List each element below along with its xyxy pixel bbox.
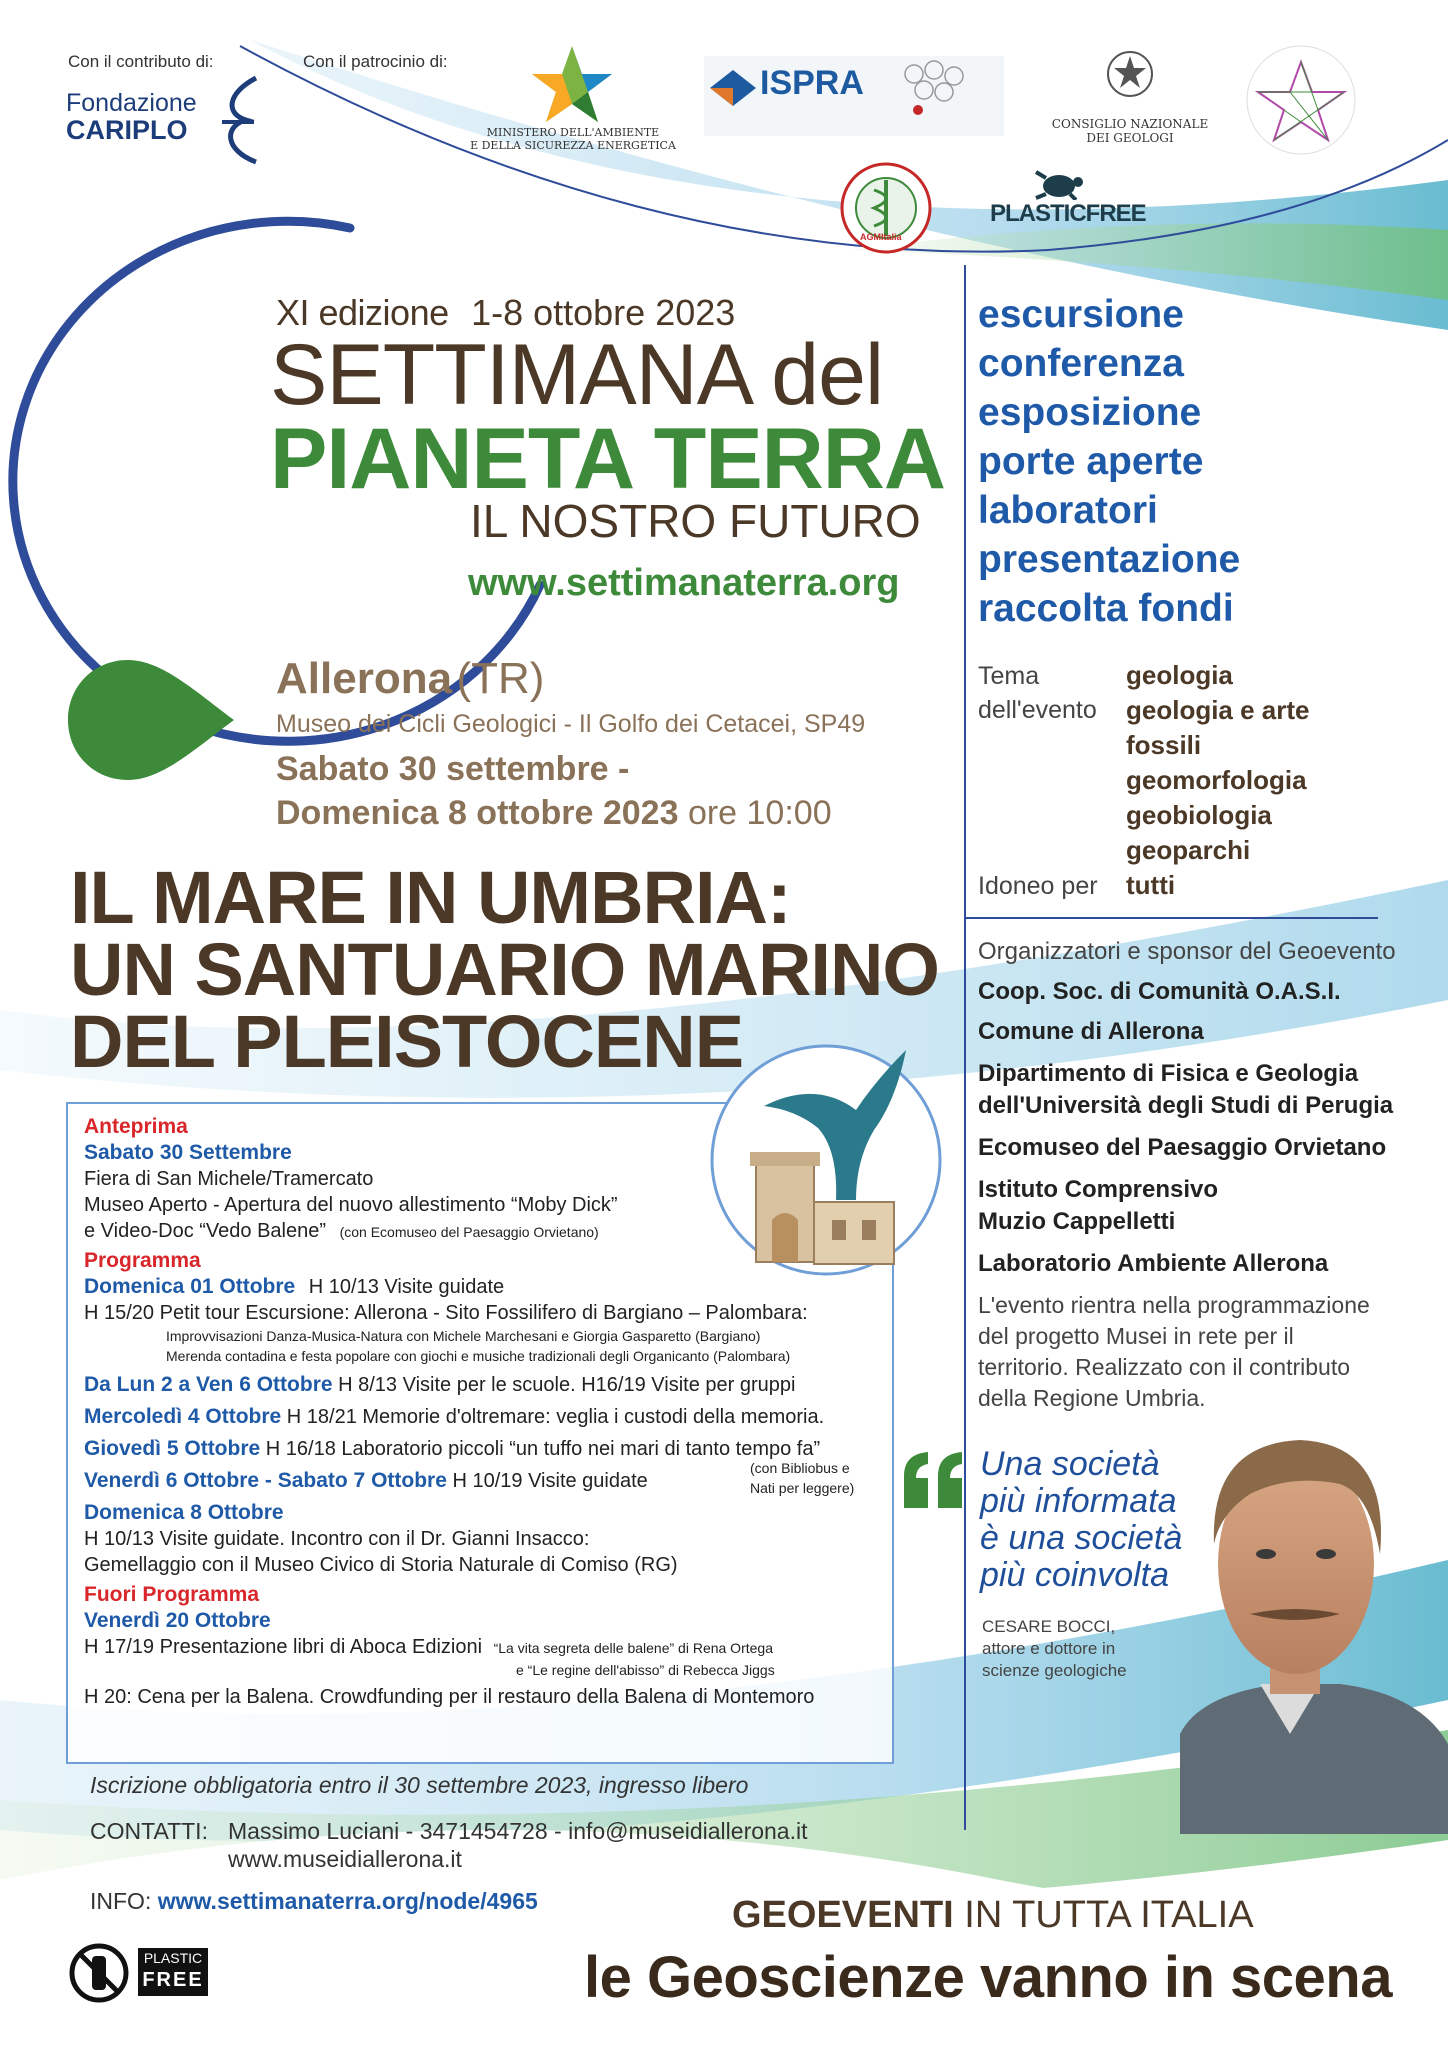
geoeventi-rest: IN TUTTA ITALIA bbox=[964, 1894, 1254, 1936]
organizer-item: Muzio Cappelletti bbox=[978, 1208, 1176, 1235]
plasticfree-name: PLASTICFREE bbox=[990, 200, 1146, 227]
edition: XI edizione bbox=[276, 292, 449, 333]
agm-italia-logo bbox=[838, 160, 934, 256]
portrait-photo bbox=[1140, 1404, 1448, 1834]
agm-name: AGMItalia bbox=[860, 232, 902, 242]
tema-value: geoparchi bbox=[1126, 835, 1251, 865]
rientra-line: della Regione Umbria. bbox=[978, 1385, 1206, 1411]
program-content bbox=[84, 1114, 884, 1710]
location-pin-icon bbox=[66, 658, 236, 782]
program-text: H 10/13 Visite guidate bbox=[308, 1276, 505, 1298]
cariplo-line2: CARIPLO bbox=[66, 115, 188, 145]
program-text-line bbox=[84, 1218, 884, 1244]
emblem-icon bbox=[1106, 48, 1154, 114]
activities-list bbox=[978, 290, 1240, 633]
program-text: Museo Aperto - Apertura del nuovo allestimento “Moby Dick” bbox=[84, 1194, 618, 1216]
patrocinio-label: Con il patrocinio di: bbox=[303, 52, 448, 71]
tagline: le Geoscienze vanno in scena bbox=[584, 1945, 1392, 2010]
program-entry bbox=[84, 1460, 884, 1496]
ministero-line2: E DELLA SICUREZZA ENERGETICA bbox=[470, 139, 676, 152]
organizer-item: Comune di Allerona bbox=[978, 1018, 1204, 1045]
iscrizione-note: Iscrizione obbligatoria entro il 30 settembre 2023, ingresso libero bbox=[90, 1772, 749, 1798]
ministero-logo bbox=[468, 44, 678, 154]
program-text: H 10/13 Visite guidate. Incontro con il Dr. Gianni Insacco: bbox=[84, 1528, 590, 1550]
program-date: Mercoledì 4 Ottobre bbox=[84, 1405, 282, 1428]
ministero-line1: MINISTERO DELL'AMBIENTE bbox=[486, 126, 660, 139]
idoneo-label: Idoneo per bbox=[978, 872, 1098, 900]
contributo-label: Con il contributo di: bbox=[68, 52, 214, 71]
quote-line: più informata bbox=[980, 1482, 1177, 1520]
program-date: Giovedì 5 Ottobre bbox=[84, 1437, 261, 1460]
info-url-link[interactable]: www.settimanaterra.org/node/4965 bbox=[157, 1888, 538, 1914]
organizers-label: Organizzatori e sponsor del Geoevento bbox=[978, 938, 1396, 965]
activity-item: porte aperte bbox=[978, 440, 1204, 483]
program-text: H 18/21 Memorie d'oltremare: veglia i custodi della memoria. bbox=[286, 1406, 825, 1428]
program-date: Sabato 30 Settembre bbox=[84, 1141, 292, 1164]
activity-item: presentazione bbox=[978, 538, 1241, 581]
organizer-item: Ecomuseo del Paesaggio Orvietano bbox=[978, 1134, 1387, 1161]
cariplo-logo bbox=[66, 90, 266, 170]
cng-logo bbox=[1040, 48, 1220, 148]
plastic-free-badge bbox=[68, 1942, 218, 2004]
program-text: H 16/18 Laboratorio piccoli “un tuffo nei mari di tanto tempo fa” bbox=[265, 1438, 821, 1460]
program-note: “La vita segreta delle balene” di Rena Ortega bbox=[493, 1640, 773, 1656]
contatti-line1[interactable]: Massimo Luciani - 3471454728 - info@museidiallerona.it bbox=[228, 1818, 808, 1844]
program-note: (con Bibliobus e bbox=[750, 1460, 850, 1476]
plastic-badge-box bbox=[138, 1948, 208, 1996]
contatti-label: CONTATTI: bbox=[90, 1818, 208, 1844]
info-label: INFO: bbox=[90, 1888, 152, 1914]
program-date: Da Lun 2 a Ven 6 Ottobre bbox=[84, 1373, 333, 1396]
program-text: H 17/19 Presentazione libri di Aboca Edizioni bbox=[84, 1636, 483, 1658]
title-line1: SETTIMANA del bbox=[270, 327, 884, 423]
bellezza-costituzione-logo-icon bbox=[1236, 40, 1366, 160]
program-text: H 20: Cena per la Balena. Crowdfunding per il restauro della Balena di Montemoro bbox=[84, 1686, 815, 1708]
location-date1: Sabato 30 settembre - bbox=[276, 750, 630, 788]
quote-author bbox=[982, 1616, 1127, 1682]
tema-value: geologia bbox=[1126, 660, 1233, 690]
plastic-badge-line1: PLASTIC bbox=[143, 1950, 203, 1966]
ispra-mark-icon bbox=[708, 68, 758, 108]
program-entry bbox=[84, 1372, 884, 1398]
tema-value: geobiologia bbox=[1126, 800, 1272, 830]
organizer-item: Dipartimento di Fisica e Geologia bbox=[978, 1060, 1359, 1087]
program-date: Domenica 8 Ottobre bbox=[84, 1501, 284, 1524]
cariplo-line1: Fondazione bbox=[66, 89, 197, 117]
quote-author-line: scienze geologiche bbox=[982, 1661, 1127, 1680]
program-note: Improvvisazioni Danza-Musica-Natura con Michele Marchesani e Giorgia Gasparetto (Bargiano) bbox=[166, 1328, 761, 1344]
program-note: Nati per leggere) bbox=[750, 1480, 855, 1496]
organizer-item: Laboratorio Ambiente Allerona bbox=[978, 1250, 1329, 1277]
organizer-item: dell'Università degli Studi di Perugia bbox=[978, 1092, 1394, 1119]
contatti-line2[interactable]: www.museidiallerona.it bbox=[228, 1846, 462, 1872]
tema-values bbox=[1126, 658, 1310, 903]
organizer-item: Coop. Soc. di Comunità O.A.S.I. bbox=[978, 978, 1341, 1005]
geoeventi-line bbox=[732, 1894, 1254, 1937]
geoeventi-bold: GEOEVENTI bbox=[732, 1894, 954, 1936]
location-heading bbox=[276, 654, 544, 704]
activity-item: esposizione bbox=[978, 391, 1202, 434]
program-entry bbox=[84, 1274, 884, 1300]
cng-line1: CONSIGLIO NAZIONALE bbox=[1051, 117, 1209, 131]
website-link[interactable]: www.settimanaterra.org bbox=[468, 562, 900, 604]
location-province: (TR) bbox=[456, 654, 545, 703]
activity-item: conferenza bbox=[978, 342, 1184, 385]
program-text: Gemellaggio con il Museo Civico di Storia Naturale di Comiso (RG) bbox=[84, 1554, 678, 1576]
program-note: (con Ecomuseo del Paesaggio Orvietano) bbox=[339, 1224, 599, 1240]
plasticfree-header-logo bbox=[988, 170, 1146, 230]
program-text: H 8/13 Visite per le scuole. H16/19 Visite per gruppi bbox=[338, 1374, 796, 1396]
location-town: Allerona bbox=[276, 654, 453, 703]
location-time: ore 10:00 bbox=[687, 794, 832, 832]
event-title-line: IL MARE IN UMBRIA: bbox=[70, 856, 791, 939]
location-museum: Museo dei Cicli Geologici - Il Golfo dei Cetacei, SP49 bbox=[276, 710, 866, 738]
programma-heading: Programma bbox=[84, 1249, 201, 1272]
program-text: Fiera di San Michele/Tramercato bbox=[84, 1168, 374, 1190]
event-title-line: DEL PLEISTOCENE bbox=[70, 1000, 744, 1083]
activity-item: raccolta fondi bbox=[978, 587, 1234, 630]
rientra-line: del progetto Musei in rete per il bbox=[978, 1323, 1294, 1349]
anteprima-heading: Anteprima bbox=[84, 1115, 188, 1138]
program-date: Venerdì 6 Ottobre - Sabato 7 Ottobre bbox=[84, 1469, 447, 1492]
program-note: Merenda contadina e festa popolare con giochi e musiche tradizionali degli Organicanto (Palombara) bbox=[166, 1348, 791, 1364]
info-line bbox=[90, 1888, 538, 1914]
turtle-icon bbox=[1032, 170, 1086, 200]
program-date: Domenica 01 Ottobre bbox=[84, 1275, 296, 1298]
title-line3: IL NOSTRO FUTURO bbox=[470, 495, 921, 547]
program-entry bbox=[84, 1634, 884, 1660]
location-date2-line bbox=[276, 794, 832, 833]
idoneo-value: tutti bbox=[1126, 870, 1176, 900]
program-text: H 15/20 Petit tour Escursione: Allerona - Sito Fossilifero di Bargiano – Palombara: bbox=[84, 1302, 808, 1324]
program-entry bbox=[84, 1404, 884, 1430]
program-text: e Video-Doc “Vedo Balene” bbox=[84, 1220, 327, 1242]
quote-author-line: attore e dottore in bbox=[982, 1639, 1116, 1658]
plastic-badge-line2: FREE bbox=[142, 1969, 204, 1991]
organizer-item: Istituto Comprensivo bbox=[978, 1176, 1219, 1203]
title-line2: PIANETA TERRA bbox=[270, 411, 945, 507]
program-date: Venerdì 20 Ottobre bbox=[84, 1609, 271, 1632]
no-plastic-icon bbox=[68, 1942, 130, 2004]
fuori-programma-heading: Fuori Programma bbox=[84, 1583, 260, 1606]
rientra-text bbox=[978, 1290, 1370, 1414]
rientra-line: territorio. Realizzato con il contributo bbox=[978, 1354, 1350, 1380]
snpa-network-icon bbox=[894, 60, 994, 130]
location-date2: Domenica 8 ottobre 2023 bbox=[276, 794, 679, 832]
edition-dates: 1-8 ottobre 2023 bbox=[471, 292, 736, 333]
tema-label1: Tema bbox=[978, 662, 1040, 690]
quote-line: più coinvolta bbox=[980, 1556, 1170, 1594]
ministero-star-icon bbox=[530, 44, 614, 124]
activity-item: laboratori bbox=[978, 489, 1158, 532]
activity-item: escursione bbox=[978, 293, 1184, 336]
quote-line: Una società bbox=[980, 1445, 1160, 1483]
cng-line2: DEI GEOLOGI bbox=[1086, 131, 1174, 145]
rientra-line: L'evento rientra nella programmazione bbox=[978, 1292, 1370, 1318]
program-note: e “Le regine dell'abisso” di Rebecca Jiggs bbox=[516, 1662, 775, 1678]
tema-value: geologia e arte bbox=[1126, 695, 1310, 725]
tema-value: fossili bbox=[1126, 730, 1202, 760]
quote-mark-icon bbox=[900, 1448, 970, 1518]
cariplo-symbol-icon bbox=[216, 74, 266, 166]
program-text: H 10/19 Visite guidate bbox=[452, 1470, 648, 1492]
event-title-line: UN SANTUARIO MARINO bbox=[70, 928, 939, 1011]
tema-label2: dell'evento bbox=[978, 696, 1097, 724]
quote-line: è una società bbox=[980, 1519, 1183, 1557]
quote-author-line: CESARE BOCCI, bbox=[982, 1617, 1116, 1636]
ispra-logo bbox=[704, 56, 1004, 136]
tema-value: geomorfologia bbox=[1126, 765, 1307, 795]
ispra-name: ISPRA bbox=[760, 64, 864, 102]
